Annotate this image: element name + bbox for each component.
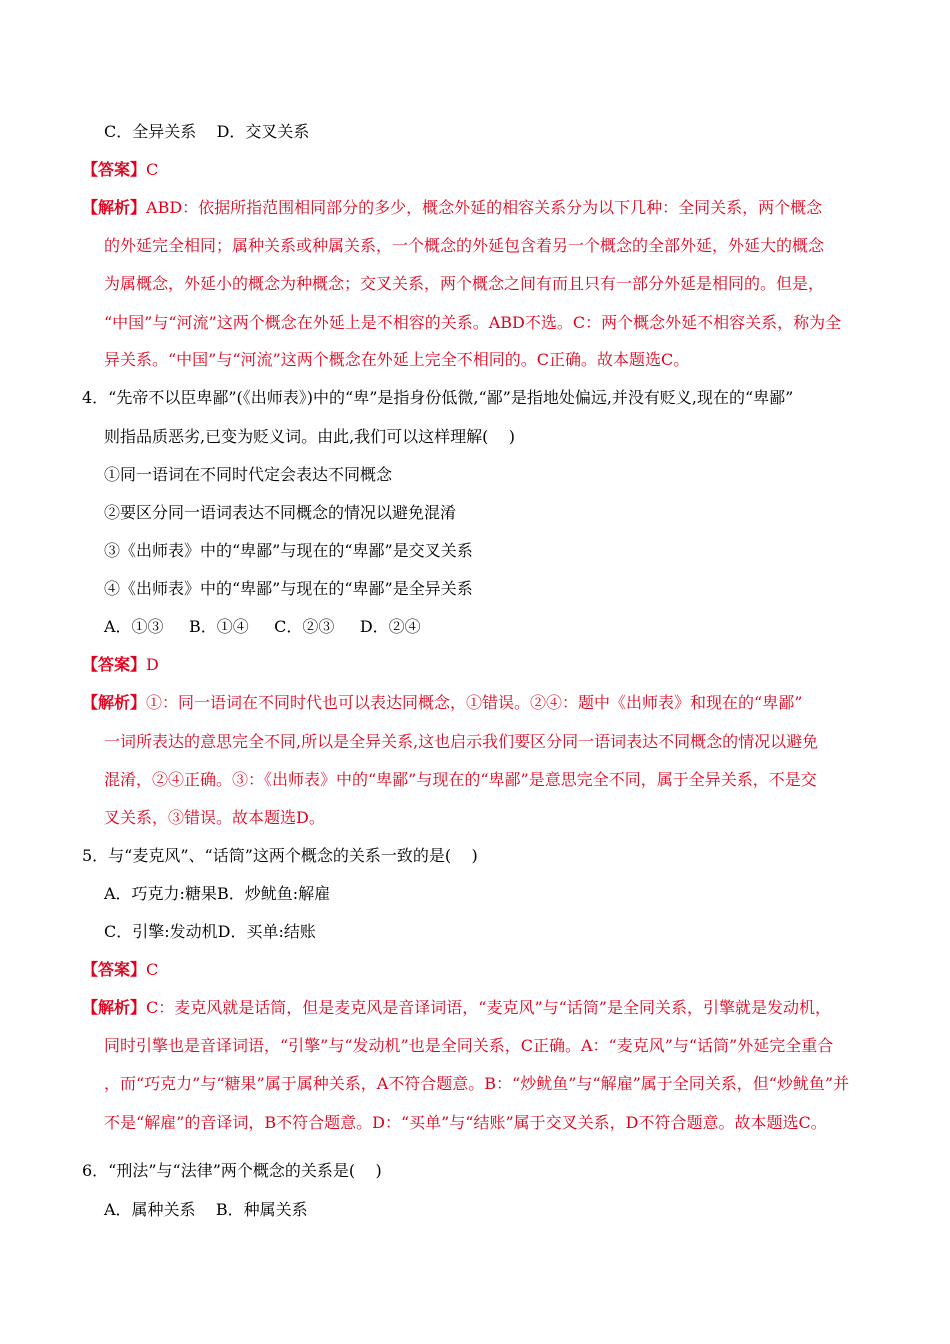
q3-answer: [82, 160, 158, 180]
answer-tag: 【答案】: [82, 960, 147, 979]
q4-analysis-line-1: 【解析】①：同一语词在不同时代也可以表达同概念，①错误。②④：题中《出师表》和现在的“卑鄙”: [82, 693, 803, 712]
answer-tag: 【答案】: [82, 655, 147, 674]
q4-answer: [82, 655, 159, 675]
q6-options-ab: A．属种关系 B．种属关系: [104, 1200, 308, 1219]
analysis-tag: 【解析】: [82, 198, 147, 217]
analysis-tag: 【解析】: [82, 998, 147, 1017]
answer-value: C: [146, 160, 159, 179]
q3-options-cd: C．全异关系 D．交叉关系: [104, 122, 310, 141]
q4-analysis-line-3: 混淆，②④正确。③：《出师表》中的“卑鄙”与现在的“卑鄙”是意思完全不同，属于全异关系，不是交: [104, 770, 817, 789]
q5-analysis-line-3: ，而“巧克力”与“糖果”属于属种关系，A不符合题意。B：“炒鱿鱼”与“解雇”属于全同关系，但“炒鱿鱼”并: [104, 1074, 850, 1093]
q4-options: A．①③ B．①④ C．②③ D．②④: [104, 617, 421, 636]
q4-analysis-line-2: 一词所表达的意思完全不同,所以是全异关系,这也启示我们要区分同一语词表达不同概念的情况以避免: [104, 732, 819, 751]
q3-analysis-line-3: 为属概念，外延小的概念为种概念；交叉关系，两个概念之间有而且只有一部分外延是相同的。但是，: [104, 274, 825, 293]
q5-options-ab: A．巧克力:糖果B．炒鱿鱼:解雇: [104, 884, 331, 903]
answer-value: D: [146, 655, 159, 674]
q3-analysis-line-2: 的外延完全相同；属种关系或种属关系，一个概念的外延包含着另一个概念的全部外延，外延大的概念: [104, 236, 825, 255]
analysis-tag: 【解析】: [82, 693, 147, 712]
q4-statement-3: ③《出师表》中的“卑鄙”与现在的“卑鄙”是交叉关系: [104, 541, 473, 560]
q3-analysis-line-5: 异关系。“中国”与“河流”这两个概念在外延上完全不相同的。C正确。故本题选C。: [104, 350, 690, 369]
q3-analysis-line-4: “中国”与“河流”这两个概念在外延上是不相容的关系。ABD不选。C：两个概念外延不相容关系，称为全: [104, 313, 842, 332]
q4-analysis-line-4: 叉关系，③错误。故本题选D。: [104, 808, 325, 827]
q4-stem-line-2: 则指品质恶劣,已变为贬义词。由此,我们可以这样理解( ): [104, 427, 516, 446]
q6-stem: 6．“刑法”与“法律”两个概念的关系是( ): [82, 1161, 382, 1180]
q5-options-cd: C．引擎:发动机D．买单:结账: [104, 922, 316, 941]
q5-analysis-line-2: 同时引擎也是音译词语，“引擎”与“发动机”也是全同关系，C正确。A：“麦克风”与“话筒”外延完全重合: [104, 1036, 834, 1055]
q4-statement-2: ②要区分同一语词表达不同概念的情况以避免混淆: [104, 503, 457, 522]
answer-value: C: [146, 960, 159, 979]
q4-statement-4: ④《出师表》中的“卑鄙”与现在的“卑鄙”是全异关系: [104, 579, 473, 598]
q4-statement-1: ①同一语词在不同时代定会表达不同概念: [104, 465, 393, 484]
q3-analysis-line-1: 【解析】ABD：依据所指范围相同部分的多少，概念外延的相容关系分为以下几种：全同关系，两个概念: [82, 198, 823, 217]
q5-analysis-line-1: 【解析】C：麦克风就是话筒，但是麦克风是音译词语，“麦克风”与“话筒”是全同关系，引擎就是发动机，: [82, 998, 831, 1017]
q4-stem-line-1: 4．“先帝不以臣卑鄙”(《出师表》)中的“卑”是指身份低微,“鄙”是指地处偏远,并没有贬义,现在的“卑鄙”: [82, 388, 794, 407]
answer-tag: 【答案】: [82, 160, 147, 179]
q5-answer: [82, 960, 158, 980]
q5-analysis-line-4: 不是“解雇”的音译词，B不符合题意。D：“买单”与“结账”属于交叉关系，D不符合题意。故本题选C。: [104, 1113, 827, 1132]
q5-stem: 5．与“麦克风”、“话筒”这两个概念的关系一致的是( ): [82, 846, 478, 865]
